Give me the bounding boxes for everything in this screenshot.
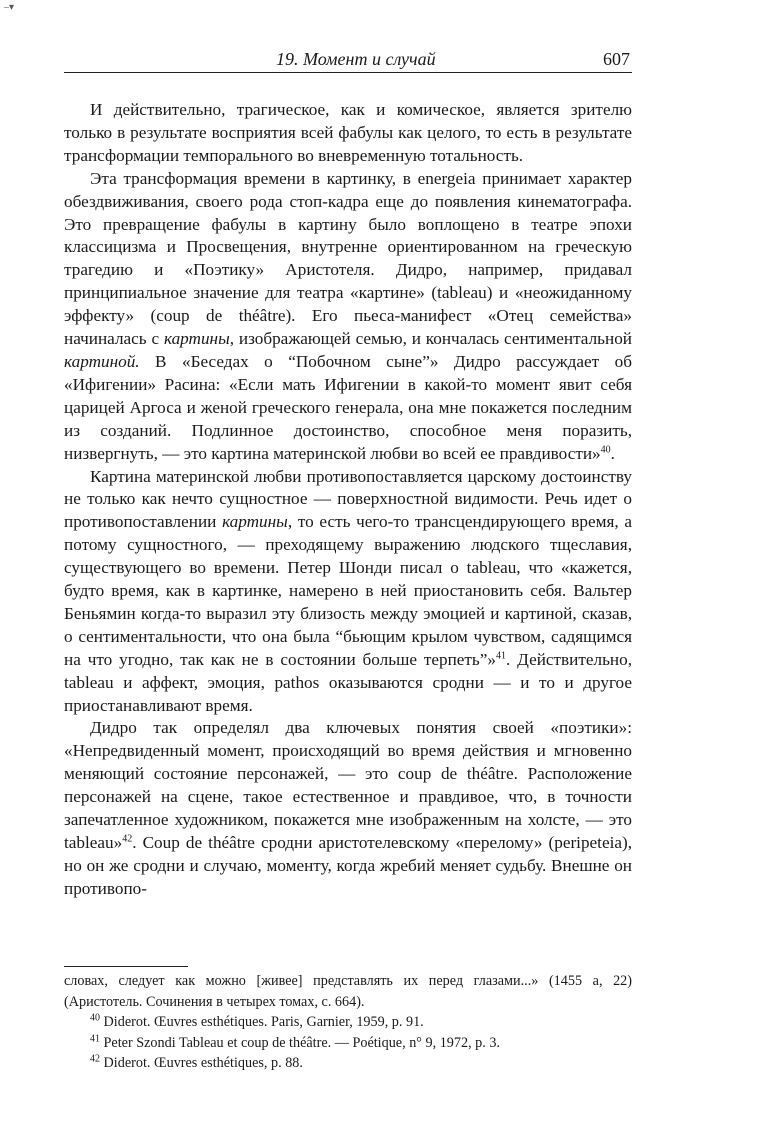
text-run: Дидро так определял два ключевых понятия своей «поэтики»: «Непредвиденный момент, происходящий во время действия и мгновенно меняющий состояние персонажей, — это coup de théâtre. Расположение персонажей на сцене, такое естественное и правдивое, что, в точности запечатленное художником, покажется мне изображенным на холсте, — это tableau» (64, 718, 632, 852)
text-run: Эта трансформация времени в картинку, в energeia принимает характер обездвиживания, своего рода стоп-кадра еще до появления кинематографа. Это превращение фабулы в картину было воплощено в театре эпохи классицизма и Просвещения, внутренне ориентированном на греческую трагедию и «Поэтику» Аристотеля. Дидро, например, придавал принципиальное значение для театра «картине» (tableau) и «неожиданному эффекту» (coup de théâtre). Его пьеса-манифест «Отец семейства» начиналась с (64, 168, 632, 349)
emphasis: картины (163, 329, 230, 349)
footnote-number: 40 (90, 1012, 100, 1024)
footnote-number: 42 (90, 1053, 100, 1065)
corner-mark: –▾ (4, 2, 15, 13)
body-text (64, 99, 632, 901)
book-page (64, 48, 633, 1071)
text-run: . Coup de théâtre сродни аристотелевскому «перелому» (peripeteia), но он же сродни и случаю, моменту, когда жребий меняет судьбу. Внешне он противопо- (64, 833, 632, 898)
footnote-list (64, 1012, 632, 1074)
footnote-ref: 41 (495, 650, 506, 662)
text-run: И действительно, трагическое, как и комическое, является зрителю только в результате восприятия всей фабулы как целого, то есть в результате трансформации темпорального во вневременную тотальность. (64, 100, 632, 165)
paragraph (64, 466, 632, 718)
footnote (64, 1012, 632, 1033)
footnote-ref: 42 (122, 833, 133, 845)
footnote-text: Peter Szondi Tableau et coup de théâtre. — Poétique, n° 9, 1972, p. 3. (100, 1034, 500, 1051)
footnote-number: 41 (90, 1032, 100, 1044)
footnote-rule (64, 966, 188, 967)
footnote (64, 1033, 632, 1054)
footnote (64, 1053, 632, 1074)
text-run: В «Беседах о “Побочном сыне”» Дидро рассуждает об «Ифигении» Расина: «Если мать Ифигении в какой-то момент явит себя царицей Аргоса и женой греческого генерала, она мне покажется последним из созданий. Подлинное достоинство, способное меня поразить, низвергнуть, — это картина материнской любви во всей ее правдивости» (64, 351, 632, 463)
page-number: 607 (603, 49, 630, 69)
paragraph (64, 717, 632, 900)
text-run: , то есть чего-то трансцендирующего время, а потому сущностного, — преходящему выражению людского тщеславия, существующего во времени. Петер Шонди писал о tableau, что «кажется, будто время, как в картинке, намерено в ней приостановить себя. Вальтер Беньямин когда-то выразил эту близость между эмоцией и картиной, сказав, о сентиментальности, что она была “бьющим крылом чувством, садящимся на что угодно, так как не в состоянии больше терпеть”» (64, 512, 632, 669)
footnotes (64, 966, 632, 1074)
text-run: . Действительно, tableau и аффект, эмоция, pathos оказываются сродни — и то и другое приостанавливают время. (64, 649, 633, 715)
footnote-text: Diderot. Œuvres esthétiques, p. 88. (100, 1055, 303, 1071)
emphasis: картины (222, 512, 288, 532)
text-run: . (610, 443, 615, 463)
paragraph (64, 168, 632, 466)
text-run: Картина материнской любви противопоставляется царскому достоинству не только как нечто сущностное — поверхностной видимости. Речь идет о противопоставлении (64, 466, 632, 532)
footnote-ref: 40 (600, 443, 611, 455)
running-header (64, 48, 632, 73)
footnote-text: Diderot. Œuvres esthétiques. Paris, Garnier, 1959, p. 91. (100, 1014, 424, 1030)
paragraph (64, 99, 632, 168)
chapter-title: 19. Момент и случай (276, 49, 436, 69)
footnote-continued: словах, следует как можно [живее] представлять их перед глазами...» (1455 а, 22) (Аристотель. Сочинения в четырех томах, с. 664). (64, 973, 632, 1010)
emphasis: картиной. (64, 351, 140, 371)
text-run: , изображающей семью, и кончалась сентиментальной (229, 329, 632, 349)
